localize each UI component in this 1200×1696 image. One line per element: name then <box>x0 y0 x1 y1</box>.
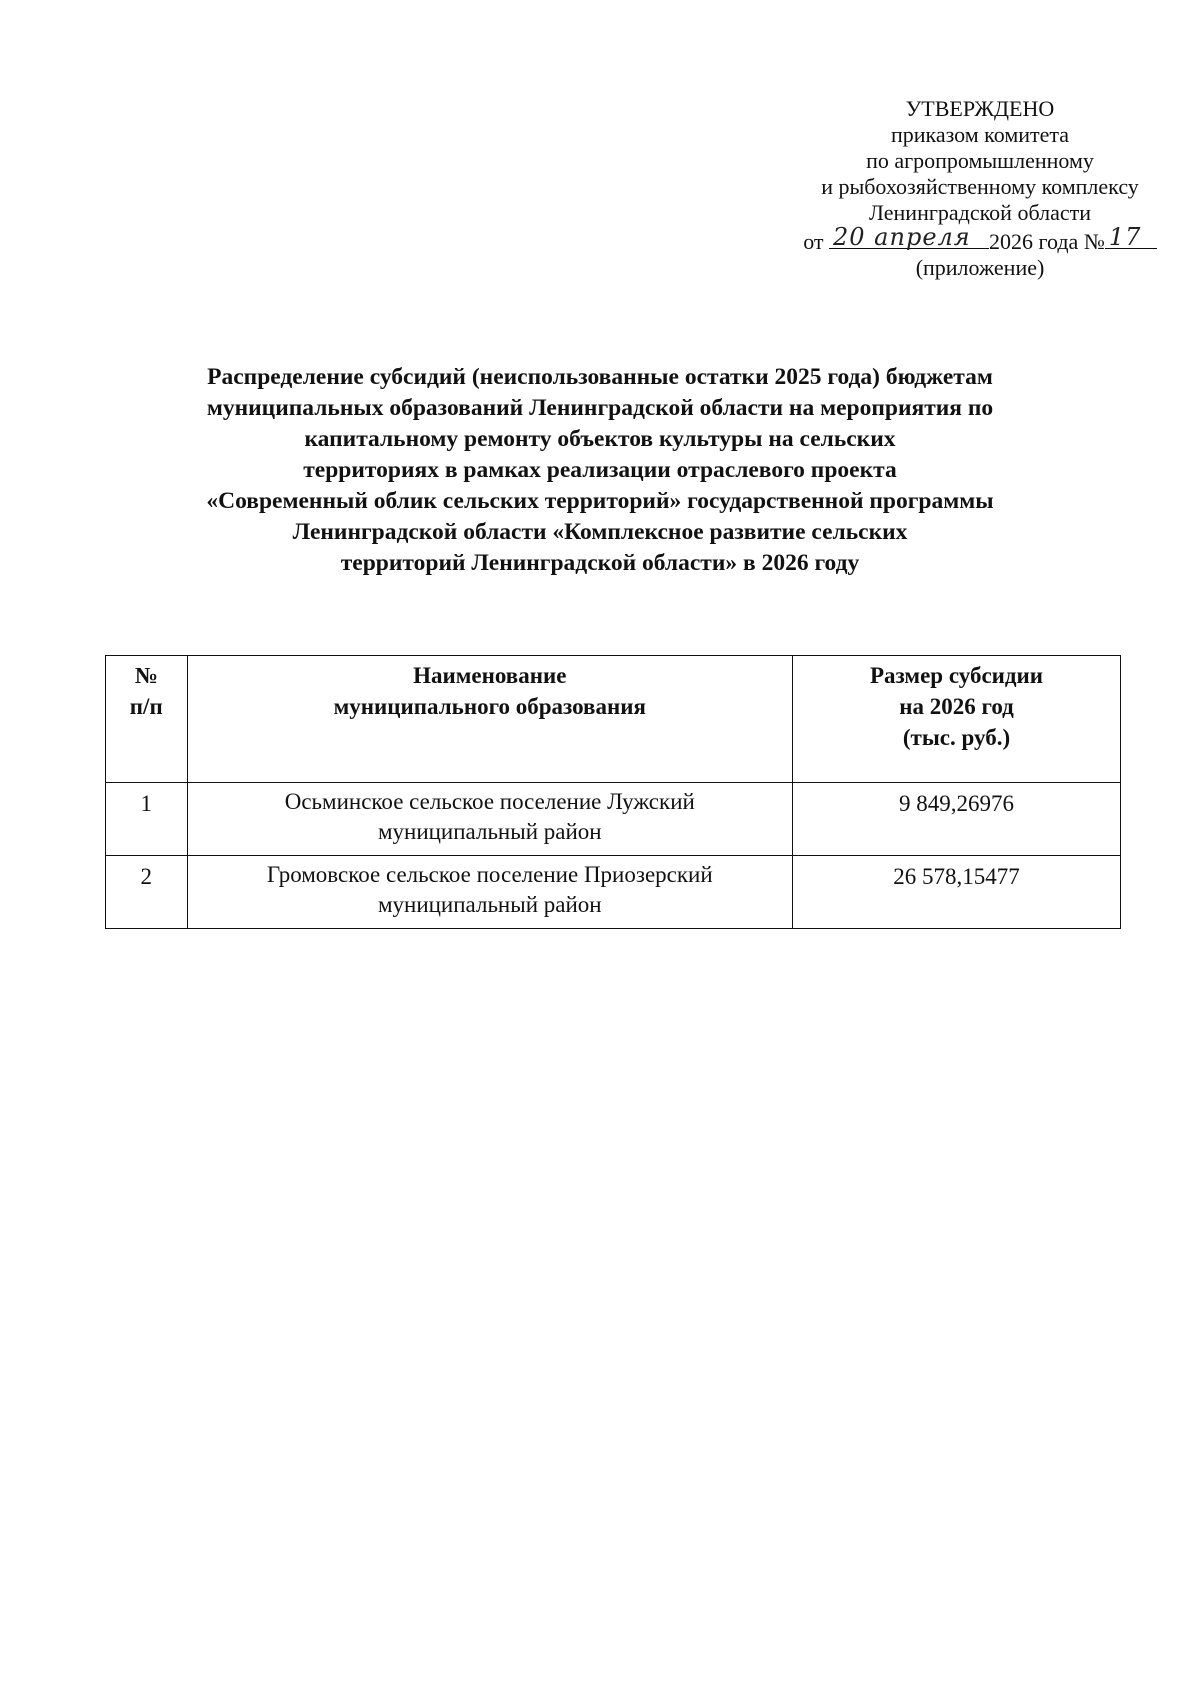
row-municipality-line2: муниципальный район <box>377 819 602 844</box>
approval-appendix-line: (приложение) <box>915 255 1045 280</box>
header-amount-line2: на 2026 год <box>899 694 1014 719</box>
row-municipality-line1: Громовское сельское поселение Приозерский <box>266 862 713 887</box>
table-row <box>106 783 1121 856</box>
approval-date-line <box>770 223 1190 255</box>
number-blank <box>1105 223 1157 251</box>
approval-committee-line: по агропромышленному <box>866 148 1094 173</box>
row-amount: 26 578,15477 <box>793 856 1121 929</box>
date-blank <box>829 223 989 251</box>
title-line: «Современный облик сельских территорий» государственной программы <box>206 488 994 514</box>
table-header-row <box>106 656 1121 783</box>
approval-committee-line-2: и рыбохозяйственному комплексу <box>821 174 1139 199</box>
subsidy-table <box>105 655 1121 929</box>
approval-order-line: приказом комитета <box>890 122 1070 147</box>
row-municipality <box>187 783 793 856</box>
header-municipality-line2: муниципального образования <box>333 694 646 719</box>
row-municipality-line1: Осьминское сельское поселение Лужский <box>284 789 695 814</box>
row-number: 1 <box>106 783 188 856</box>
handwritten-date: 20 апреля <box>833 223 971 251</box>
date-suffix: 2026 года № <box>989 229 1105 254</box>
header-amount <box>793 656 1121 783</box>
title-line: территорий Ленинградской области» в 2026 году <box>340 550 860 576</box>
header-number <box>106 656 188 783</box>
title-line: Ленинградской области «Комплексное развитие сельских <box>292 519 908 545</box>
row-municipality <box>187 856 793 929</box>
date-prefix: от <box>803 229 824 254</box>
title-line: капитальному ремонту объектов культуры на сельских <box>304 426 896 452</box>
header-amount-line3: (тыс. руб.) <box>902 725 1011 750</box>
approval-region-line: Ленинградской области <box>869 200 1091 225</box>
approval-heading: УТВЕРЖДЕНО <box>905 96 1055 121</box>
handwritten-number: 17 <box>1108 223 1142 251</box>
header-municipality <box>187 656 793 783</box>
row-number: 2 <box>106 856 188 929</box>
header-number-line2: п/п <box>129 694 163 719</box>
header-municipality-line1: Наименование <box>413 663 567 688</box>
document-title <box>100 362 1100 579</box>
table-row <box>106 856 1121 929</box>
approval-stamp <box>770 96 1190 281</box>
row-municipality-line2: муниципальный район <box>377 892 602 917</box>
header-amount-line1: Размер субсидии <box>869 663 1044 688</box>
row-amount: 9 849,26976 <box>793 783 1121 856</box>
title-line: территориях в рамках реализации отраслевого проекта <box>303 457 897 483</box>
title-line: муниципальных образований Ленинградской области на мероприятия по <box>206 395 994 421</box>
title-line: Распределение субсидий (неиспользованные остатки 2025 года) бюджетам <box>207 364 993 390</box>
header-number-line1: № <box>134 663 158 688</box>
